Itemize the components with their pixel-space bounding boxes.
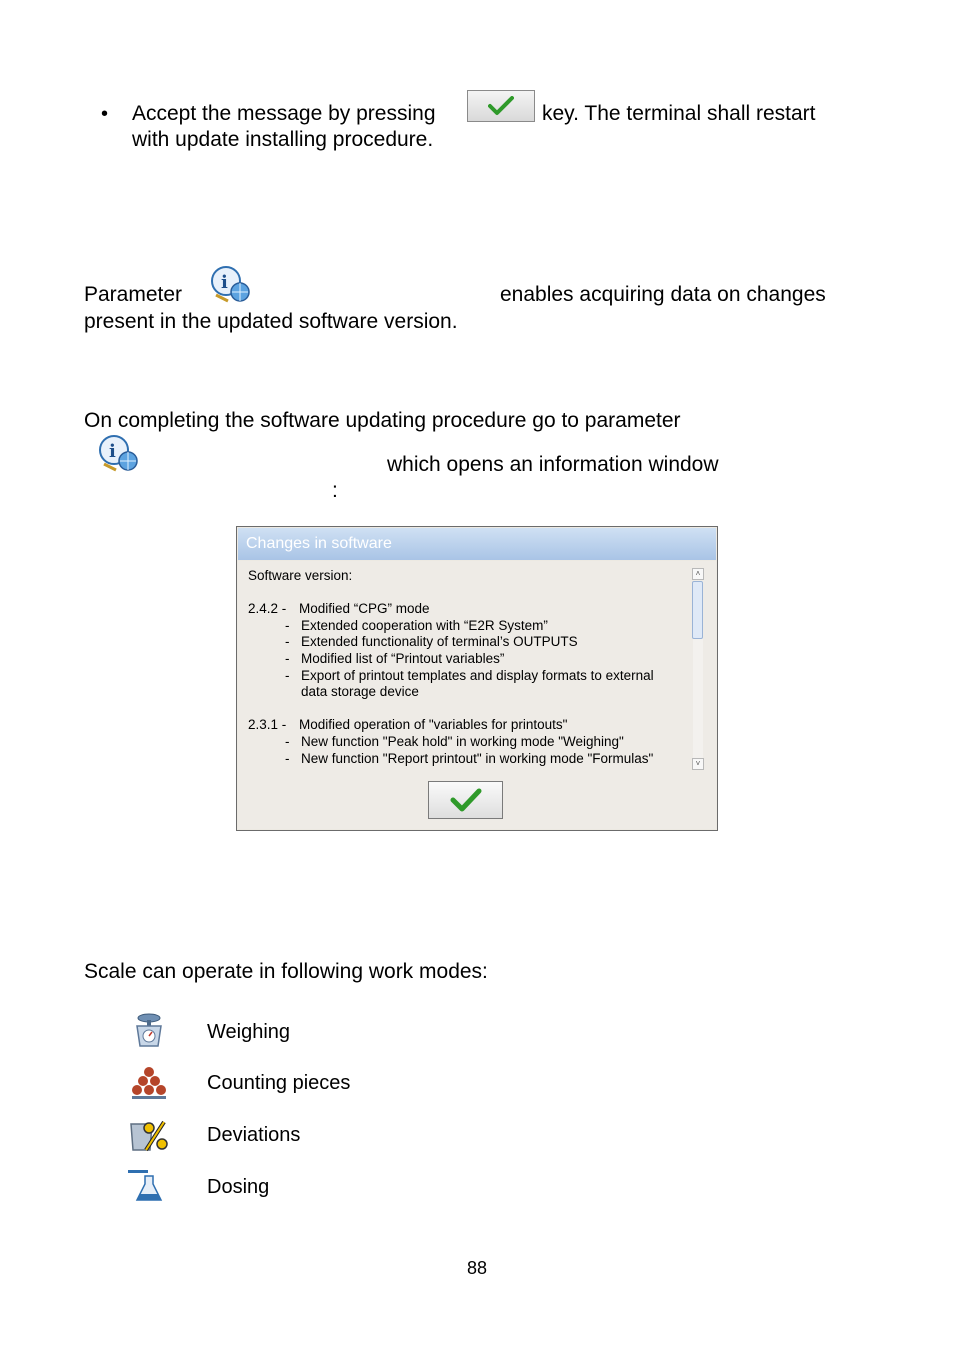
item-dash: - xyxy=(285,634,290,649)
dialog-ok-button[interactable] xyxy=(428,781,503,819)
counting-pieces-icon xyxy=(128,1064,170,1102)
mode-label-dosing: Dosing xyxy=(207,1176,270,1198)
modes-intro: Scale can operate in following work modes: xyxy=(84,960,488,983)
scrollbar-thumb[interactable] xyxy=(692,581,703,639)
completion-text-right: which opens an information window xyxy=(387,453,719,476)
item-dash: - xyxy=(285,651,290,666)
scroll-up-button[interactable]: ˄ xyxy=(692,568,704,580)
item-dash: - xyxy=(285,734,290,749)
version-summary: Modified operation of "variables for printouts" xyxy=(299,717,568,732)
step-text-before: Accept the message by pressing xyxy=(132,102,436,125)
change-item: Extended functionality of terminal’s OUTPUTS xyxy=(301,634,578,649)
software-version-header: Software version: xyxy=(248,568,353,583)
weighing-scale-icon xyxy=(128,1012,170,1050)
mode-label-weighing: Weighing xyxy=(207,1021,291,1043)
version-summary: Modified “CPG” mode xyxy=(299,601,430,616)
item-dash: - xyxy=(285,618,290,633)
checkmark-icon xyxy=(450,787,482,813)
change-item: Modified list of “Printout variables” xyxy=(301,651,505,666)
mode-label-deviations: Deviations xyxy=(207,1124,301,1146)
parameter-label: Parameter xyxy=(84,283,183,306)
parameter-text-right: enables acquiring data on changes xyxy=(500,283,826,306)
completion-line-1: On completing the software updating procedure go to parameter xyxy=(84,409,681,432)
change-item: Export of printout templates and display formats to external xyxy=(301,668,654,683)
page-number: 88 xyxy=(466,1258,488,1278)
checkmark-icon xyxy=(488,96,514,116)
svg-text:i: i xyxy=(221,272,228,293)
change-item: Extended cooperation with “E2R System” xyxy=(301,618,548,633)
change-item: New function "Peak hold" in working mode "Weighing" xyxy=(301,734,624,749)
info-globe-icon xyxy=(96,434,142,474)
scroll-down-button[interactable]: ˅ xyxy=(692,758,704,770)
dialog-title: Changes in software xyxy=(238,528,716,560)
completion-colon: : xyxy=(332,479,338,502)
info-globe-icon xyxy=(208,265,254,305)
step-line-2: with update installing procedure. xyxy=(132,128,434,151)
deviations-percent-icon xyxy=(128,1116,170,1154)
step-text-after: key. The terminal shall restart xyxy=(542,102,816,125)
accept-key-image xyxy=(467,90,535,122)
mode-label-counting: Counting pieces xyxy=(207,1072,351,1094)
parameter-line-2: present in the updated software version. xyxy=(84,310,458,333)
svg-text:i: i xyxy=(109,441,116,462)
bullet-dot: • xyxy=(101,103,109,125)
change-item: data storage device xyxy=(301,684,419,699)
dosing-flask-icon xyxy=(128,1168,170,1206)
item-dash: - xyxy=(285,668,290,683)
item-dash: - xyxy=(285,751,290,766)
version-number: 2.4.2 - xyxy=(248,601,287,616)
change-item: New function "Report printout" in working mode "Formulas" xyxy=(301,751,654,766)
version-number: 2.3.1 - xyxy=(248,717,287,732)
dialog-scrollbar[interactable] xyxy=(690,567,706,772)
